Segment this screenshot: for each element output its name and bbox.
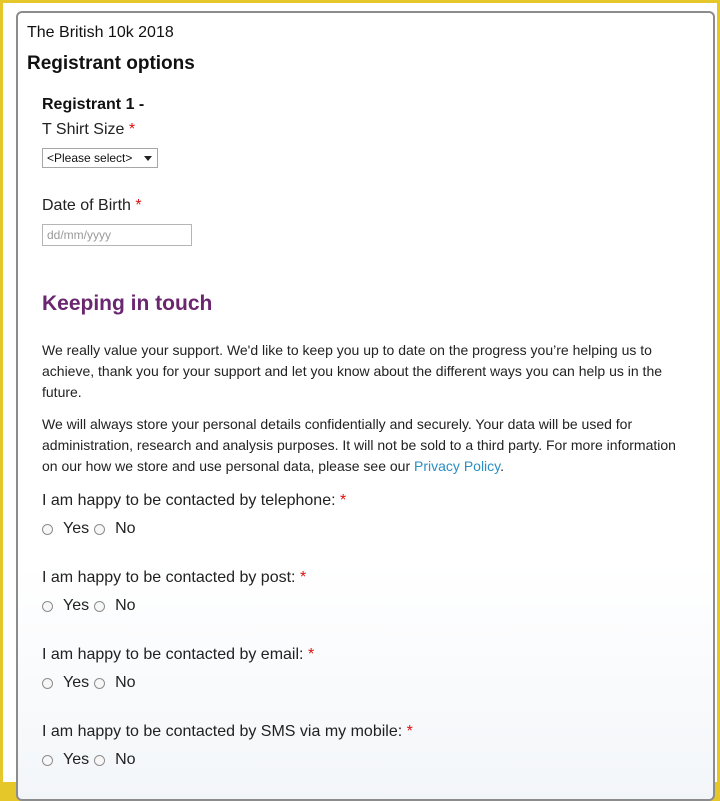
yes-label[interactable]: Yes <box>63 751 90 768</box>
question-label: I am happy to be contacted by telephone: <box>42 492 336 509</box>
dob-label <box>42 197 142 215</box>
sms-question <box>42 723 413 741</box>
tshirt-select-value: <Please select> <box>47 151 133 165</box>
required-mark: * <box>307 646 315 663</box>
question-label: I am happy to be contacted by email: <box>42 646 304 663</box>
required-mark: * <box>299 569 307 586</box>
privacy-policy-link[interactable]: Privacy Policy <box>414 458 501 474</box>
email-radio-group <box>42 674 136 692</box>
yes-label[interactable]: Yes <box>63 674 90 691</box>
dob-label-text: Date of Birth <box>42 197 131 214</box>
post-no-radio[interactable] <box>94 601 105 612</box>
event-title: The British 10k 2018 <box>27 24 174 41</box>
required-mark: * <box>340 492 347 509</box>
sms-no-radio[interactable] <box>94 755 105 766</box>
tshirt-size-select[interactable] <box>42 148 158 168</box>
telephone-no-radio[interactable] <box>94 524 105 535</box>
telephone-question <box>42 492 346 510</box>
privacy-paragraph <box>42 414 692 477</box>
yes-label[interactable]: Yes <box>63 597 90 614</box>
chevron-down-icon <box>144 156 152 161</box>
email-no-radio[interactable] <box>94 678 105 689</box>
no-label[interactable]: No <box>115 597 136 614</box>
yes-label[interactable]: Yes <box>63 520 90 537</box>
required-mark: * <box>135 197 142 214</box>
required-mark: * <box>128 121 136 138</box>
no-label[interactable]: No <box>115 751 136 768</box>
post-radio-group <box>42 597 136 615</box>
telephone-yes-radio[interactable] <box>42 524 53 535</box>
date-of-birth-input[interactable] <box>42 224 192 246</box>
privacy-paragraph-text: We will always store your personal details confidentially and securely. Your data will be used for administration, research and analysis purposes. It will not be sold to a third party. For more information on our how we store and use personal data, please see our <box>42 416 676 474</box>
section-title: Registrant options <box>27 53 195 74</box>
tshirt-label-text: T Shirt Size <box>42 121 125 138</box>
question-label: I am happy to be contacted by SMS via my mobile: <box>42 723 403 740</box>
post-question <box>42 569 306 587</box>
no-label[interactable]: No <box>115 520 136 537</box>
question-label: I am happy to be contacted by post: <box>42 569 296 586</box>
privacy-paragraph-end: . <box>500 458 505 474</box>
required-mark: * <box>406 723 413 740</box>
keeping-in-touch-heading: Keeping in touch <box>42 292 213 315</box>
post-yes-radio[interactable] <box>42 601 53 612</box>
email-yes-radio[interactable] <box>42 678 53 689</box>
email-question <box>42 646 314 664</box>
sms-yes-radio[interactable] <box>42 755 53 766</box>
telephone-radio-group <box>42 520 136 538</box>
sms-radio-group <box>42 751 136 769</box>
tshirt-label <box>42 121 135 139</box>
registrant-heading: Registrant 1 - <box>42 96 145 113</box>
support-paragraph: We really value your support. We'd like to keep you up to date on the progress you’re helping us to achieve, thank you for your support and let you know about the different ways you can help us in the future. <box>42 342 663 400</box>
no-label[interactable]: No <box>115 674 136 691</box>
